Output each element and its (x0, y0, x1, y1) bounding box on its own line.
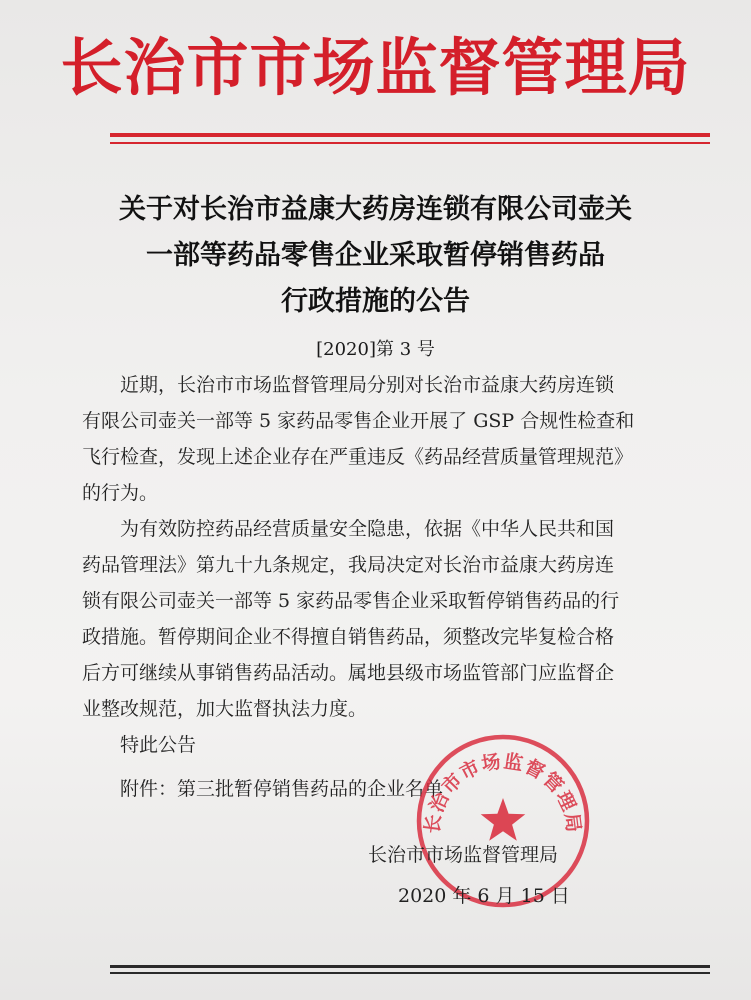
body-line: 有限公司壶关一部等 5 家药品零售企业开展了 GSP 合规性检查和 (82, 410, 635, 432)
body-line: 药品管理法》第九十九条规定，我局决定对长治市益康大药房连 (82, 554, 615, 576)
body-line: 锁有限公司壶关一部等 5 家药品零售企业采取暂停销售药品的行 (82, 590, 620, 612)
closing-remark: 特此公告 (120, 734, 197, 756)
body-line: 后方可继续从事销售药品活动。属地县级市场监管部门应监督企 (82, 662, 615, 684)
signing-date: 2020 年 6 月 15 日 (398, 885, 570, 907)
attachment-note: 附件：第三批暂停销售药品的企业名单 (120, 778, 444, 800)
masthead-red-rule-thin (110, 142, 710, 144)
footer-rule-thin (110, 972, 710, 974)
document-number: [2020]第 3 号 (316, 339, 435, 360)
body-line: 业整改规范，加大监督执法力度。 (82, 698, 368, 720)
title-line-3: 行政措施的公告 (281, 286, 470, 317)
title-line-1: 关于对长治市益康大药房连锁有限公司壶关 (119, 194, 632, 225)
body-line: 的行为。 (82, 482, 159, 504)
seal-text: 长治市市场监督管理局 (421, 750, 585, 835)
masthead-agency-name: 长治市市场监督管理局 (60, 31, 691, 104)
signing-agency: 长治市市场监督管理局 (368, 844, 559, 866)
masthead-red-rule-thick (110, 133, 710, 137)
body-line: 近期，长治市市场监督管理局分别对长治市益康大药房连锁 (120, 374, 615, 396)
body-line: 为有效防控药品经营质量安全隐患，依据《中华人民共和国 (120, 518, 615, 540)
title-line-2: 一部等药品零售企业采取暂停销售药品 (146, 240, 605, 271)
body-line: 飞行检查，发现上述企业存在严重违反《药品经营质量管理规范》 (82, 446, 634, 468)
footer-rule-thick (110, 965, 710, 968)
body-line: 政措施。暂停期间企业不得擅自销售药品，须整改完毕复检合格 (82, 626, 615, 648)
